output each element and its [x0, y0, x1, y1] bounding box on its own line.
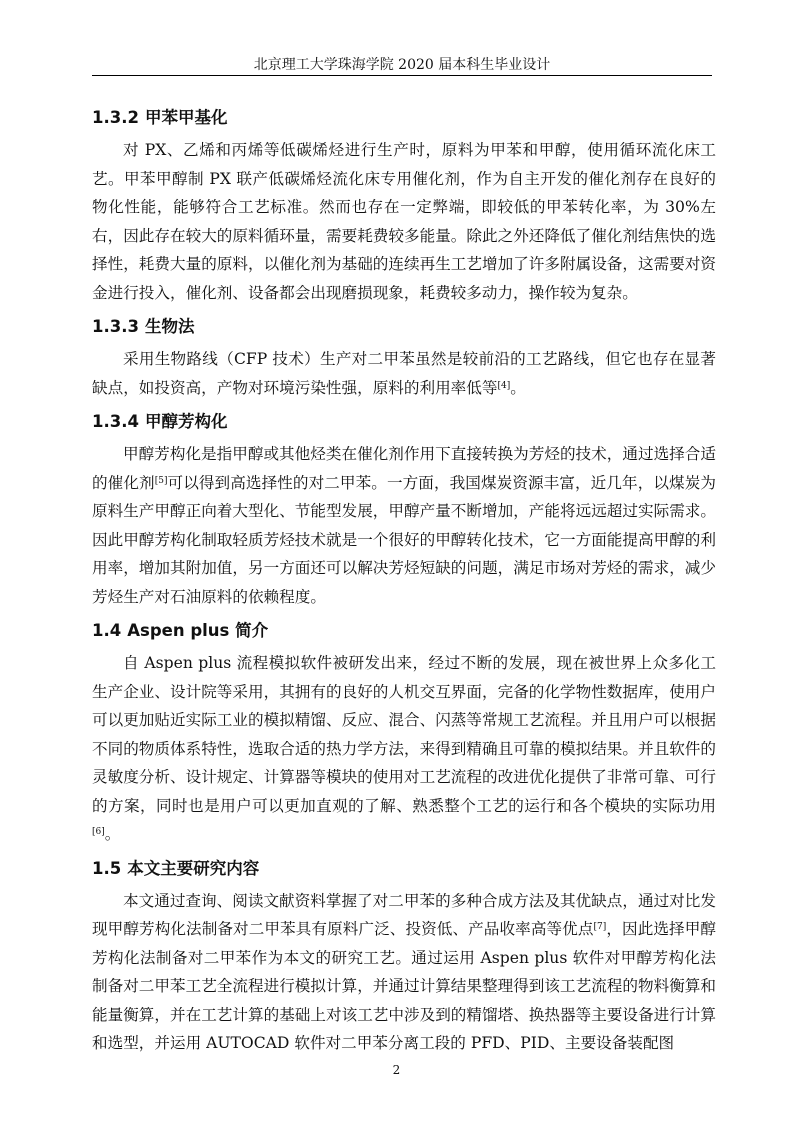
section-number: 1.3.3 — [92, 317, 139, 336]
paragraph-text: ，因此选择甲醇芳构化法制备对二甲苯作为本文的研究工艺。通过运用 Aspen plus 软件对甲醇芳构化法制备对二甲苯工艺全流程进行模拟计算，并通过计算结果整理得到该工艺流程的物料衡算和能量衡算，并在工艺计算的基础上对该工艺中涉及到的精馏塔、换热器等主要设备进行计算和选型，并运用 AUTOCAD 软件对二甲苯分离工段的 PFD、PID、主要设备装配图 — [92, 920, 716, 1052]
section-title: Aspen plus 简介 — [127, 621, 269, 640]
paragraph-text: 。 — [104, 825, 121, 843]
section-number: 1.3.2 — [92, 108, 139, 127]
section-heading-1-3-2 — [92, 100, 716, 136]
section-heading-1-3-3 — [92, 309, 716, 345]
paragraph-text: 甲醇芳构化是指甲醇或其他烃类在催化剂作用下直接转换为芳烃的技术，通过选择合适的催化剂 — [92, 445, 716, 492]
section-paragraph-1-4 — [92, 649, 716, 849]
paragraph-text: 自 Aspen plus 流程模拟软件被研发出来，经过不断的发展，现在被世界上众多化工生产企业、设计院等采用，其拥有的良好的人机交互界面，完备的化学物性数据库，使用户可以更加贴近实际工业的模拟精馏、反应、混合、闪蒸等常规工艺流程。并且用户可以根据不同的物质体系特性，选取合适的热力学方法，来得到精确且可靠的模拟结果。并且软件的灵敏度分析、设计规定、计算器等模块的使用对工艺流程的改进优化提供了非常可靠、可行的方案，同时也是用户可以更加直观的了解、熟悉整个工艺的运行和各个模块的实际功用 — [92, 654, 716, 815]
section-heading-1-3-4 — [92, 404, 716, 440]
page-number: 2 — [392, 1063, 401, 1077]
citation-ref: [4] — [497, 380, 511, 391]
header-divider — [92, 75, 712, 76]
page-body — [92, 100, 716, 1058]
section-paragraph-1-3-4 — [92, 440, 716, 611]
paragraph-text: 对 PX、乙烯和丙烯等低碳烯烃进行生产时，原料为甲苯和甲醇，使用循环流化床工艺。甲苯甲醇制 PX 联产低碳烯烃流化床专用催化剂，作为自主开发的催化剂存在良好的物化性能，能够符合工艺标准。然而也存在一定弊端，即较低的甲苯转化率，为 30%左右，因此存在较大的原料循环量，需要耗费较多能量。除此之外还降低了催化剂结焦快的选择性，耗费大量的原料，以催化剂为基础的连续再生工艺增加了许多附属设备，这需要对资金进行投入，催化剂、设备都会出现磨损现象，耗费较多动力，操作较为复杂。 — [92, 141, 716, 302]
section-paragraph-1-3-2 — [92, 136, 716, 307]
section-title: 本文主要研究内容 — [127, 858, 260, 878]
section-title: 甲苯甲基化 — [144, 108, 228, 127]
section-number: 1.3.4 — [92, 412, 139, 431]
paragraph-text: 可以得到高选择性的对二甲苯。一方面，我国煤炭资源丰富，近几年，以煤炭为原料生产甲醇正向着大型化、节能型发展，甲醇产量不断增加，产能将远远超过实际需求。因此甲醇芳构化制取轻质芳烃技术就是一个很好的甲醇转化技术，它一方面能提高甲醇的利用率，增加其附加值，另一方面还可以解决芳烃短缺的问题，满足市场对芳烃的需求，减少芳烃生产对石油原料的依赖程度。 — [92, 473, 716, 606]
section-paragraph-1-5 — [92, 887, 716, 1058]
section-paragraph-1-3-3 — [92, 345, 716, 402]
section-title: 生物法 — [144, 317, 195, 336]
paragraph-text: 。 — [510, 378, 526, 397]
paragraph-text: 采用生物路线（CFP 技术）生产对二甲苯虽然是较前沿的工艺路线，但它也存在显著缺点，如投资高，产物对环境污染性强，原料的利用率低等 — [92, 350, 716, 397]
section-heading-1-4 — [92, 613, 716, 649]
citation-ref: [6] — [92, 827, 105, 837]
section-number: 1.5 — [92, 858, 122, 878]
page-header: 北京理工大学珠海学院 2020 届本科生毕业设计 — [253, 57, 551, 73]
paragraph-text: 本文通过查询、阅读文献资料掌握了对二甲苯的多种合成方法及其优缺点，通过对比发现甲醇芳构化法制备对二甲苯具有原料广泛、投资低、产品收率高等优点 — [92, 891, 716, 938]
section-number: 1.4 — [92, 621, 122, 640]
citation-ref: [5] — [154, 475, 168, 486]
citation-ref: [7] — [593, 922, 607, 932]
section-heading-1-5 — [92, 851, 716, 887]
section-title: 甲醇芳构化 — [144, 412, 228, 431]
